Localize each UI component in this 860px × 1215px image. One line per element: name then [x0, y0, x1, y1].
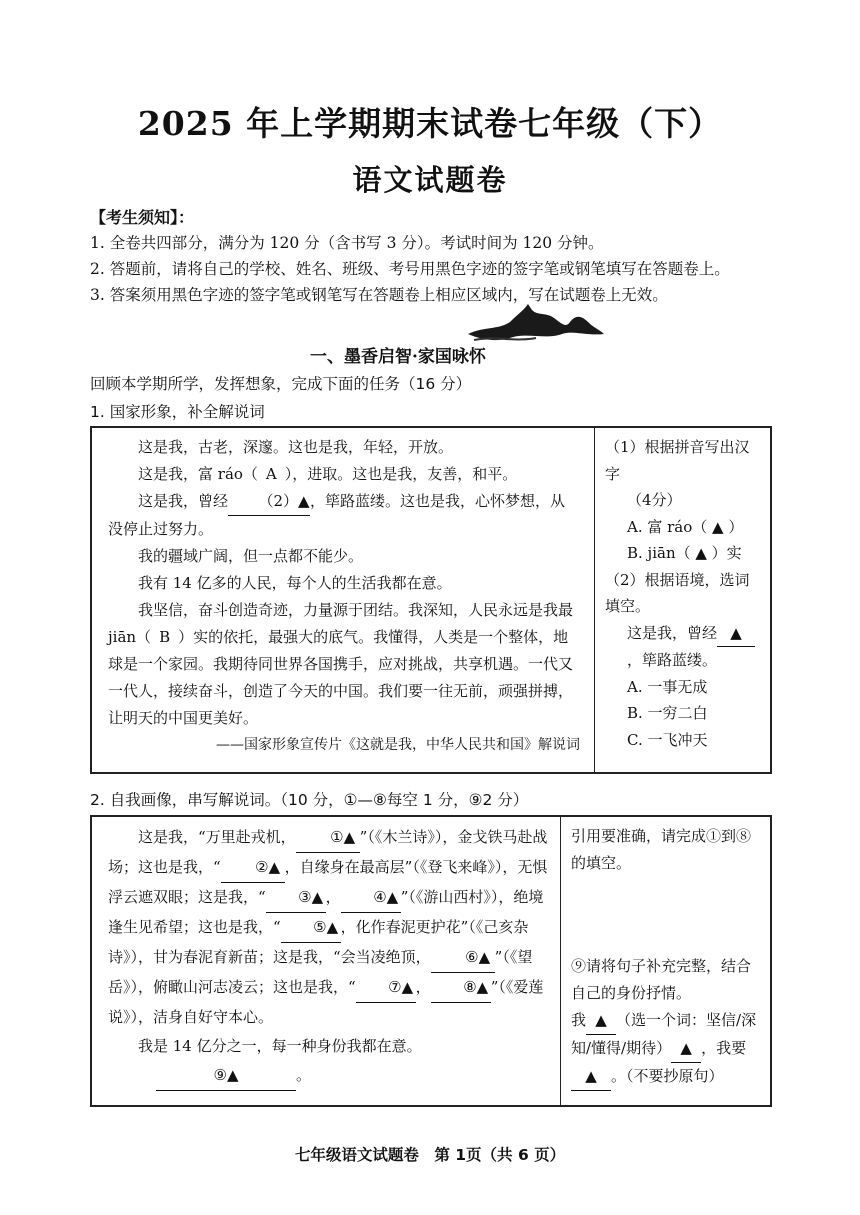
q1-passage [91, 427, 595, 773]
q1-sub1-score: （4分） [627, 491, 682, 509]
q1-source: ——国家形象宣传片《这就是我，中华人民共和国》解说词 [216, 737, 580, 753]
q2-side-task-9: ⑨请将句子补充完整，结合自己的身份抒情。 [571, 957, 752, 1002]
blank-8: ⑧▲ [431, 973, 491, 1003]
q2-blank-9-line: ⑨▲ 。 [108, 1061, 548, 1091]
notice-item-3: 3. 答案须用黑色字迹的签字笔或钢笔写在答题卷上相应区域内，写在试题卷上无效。 [90, 286, 668, 304]
q2-paragraph: 我是 14 亿分之一，每一种身份我都在意。 [138, 1037, 422, 1055]
q1-sub1-title: （1）根据拼音写出汉字 [605, 438, 750, 483]
q1-paragraph: 我有 14 亿多的人民，每个人的生活我都在意。 [138, 574, 452, 592]
q2-paragraph: 这是我，“万里赴戎机， ①▲ ”（《木兰诗》），金戈铁马赴战场；这也是我，“ ②▲ ，自缘身在最高层”（《登飞来峰》），无惧浮云遮双眼；这是我，“ ③▲ ， ④▲ ”（《游山西村》），绝境逢生见希望；这也是我，“ ⑤▲ ，化作春泥更护花”（《己亥杂诗》），甘为春泥育新苗；这是我，“会当凌绝顶， ⑥▲ ”（《望岳》），俯瞰山河志凌云；这也是我，“ ⑦▲ ， ⑧▲ ”（《爱莲说》），洁身自好守本心。 [108, 823, 548, 1032]
q1-option-c: C. 一飞冲天 [627, 730, 708, 749]
blank-3: ③▲ [266, 883, 326, 913]
q1-sub1-a: A. 富 ráo（ ▲ ） [627, 517, 744, 536]
blank-2: ②▲ [221, 853, 285, 883]
blank-7: ⑦▲ [356, 973, 416, 1003]
q1-paragraph: 这是我，富 ráo（ A ），进取。这也是我，友善，和平。 [138, 465, 518, 483]
q1-side-questions [595, 427, 772, 773]
blank-5: ⑤▲ [281, 913, 341, 943]
question-1-box [90, 426, 772, 774]
page-footer: 七年级语文试题卷 第 1页（共 6 页） [294, 1146, 566, 1164]
q2-side-quote-note: 引用要准确，请完成①到⑧的填空。 [571, 827, 752, 872]
question-1-label: 1. 国家形象，补全解说词 [90, 403, 265, 421]
q1-option-a: A. 一事无成 [627, 677, 708, 696]
blank-9: ⑨▲ [156, 1061, 296, 1091]
q1-sub2-title: （2）根据语境，选词填空。 [605, 570, 750, 615]
notice-item-1: 1. 全卷共四部分，满分为 120 分（含书写 3 分）。考试时间为 120 分钟。 [90, 234, 604, 252]
section-intro: 回顾本学期所学，发挥想象，完成下面的任务（16 分） [90, 375, 472, 393]
q2-passage [91, 816, 561, 1106]
ink-mountain-decoration [466, 300, 606, 345]
q1-sub2-sentence: 这是我，曾经 ▲，筚路蓝缕。 [605, 620, 764, 674]
q1-paragraph: 这是我，曾经 （2）▲，筚路蓝缕。这也是我，心怀梦想，从没停止过努力。 [108, 488, 580, 543]
exam-title: 2025 年上学期期末试卷七年级（下） [137, 104, 723, 143]
q1-sub1-b: B. jiān（ ▲ ）实 [627, 544, 742, 562]
q2-side-instructions [561, 816, 772, 1106]
notice-heading: 【考生须知】： [90, 208, 195, 227]
q1-paragraph: 我坚信，奋斗创造奇迹，力量源于团结。我深知，人民永远是我最 jiān（ B ）实的依托，最强大的底气。我懂得，人类是一个整体，地球是一个家园。我期待同世界各国携手，应对挑战，共享机遇。一代又一代人，接续奋斗，创造了今天的中国。我们要一往无前，顽强拼搏，让明天的中国更美好。 [108, 601, 574, 727]
notice-item-2: 2. 答题前，请将自己的学校、姓名、班级、考号用黑色字迹的签字笔或钢笔填写在答题卷上。 [90, 260, 730, 278]
q1-paragraph: 我的疆域广阔，但一点都不能少。 [138, 547, 364, 565]
question-2-box [90, 815, 772, 1107]
section-title: 一、墨香启智·家国咏怀 [310, 347, 486, 367]
blank-1: ①▲ [296, 823, 360, 853]
q2-side-answer-template: 我 ▲ （选一个词：坚信/深知/懂得/期待） ▲ ，我要▲ 。（不要抄原句） [571, 1007, 764, 1091]
blank-2: （2）▲ [228, 488, 310, 516]
q1-option-b: B. 一穷二白 [627, 704, 708, 722]
question-2-label: 2. 自我画像，串写解说词。（10 分，①—⑧每空 1 分，⑨2 分） [90, 791, 529, 809]
blank-4: ④▲ [341, 883, 401, 913]
q1-paragraph: 这是我，古老，深邃。这也是我，年轻，开放。 [138, 438, 454, 456]
exam-subtitle: 语文试题卷 [352, 163, 508, 197]
blank-6: ⑥▲ [431, 943, 495, 973]
